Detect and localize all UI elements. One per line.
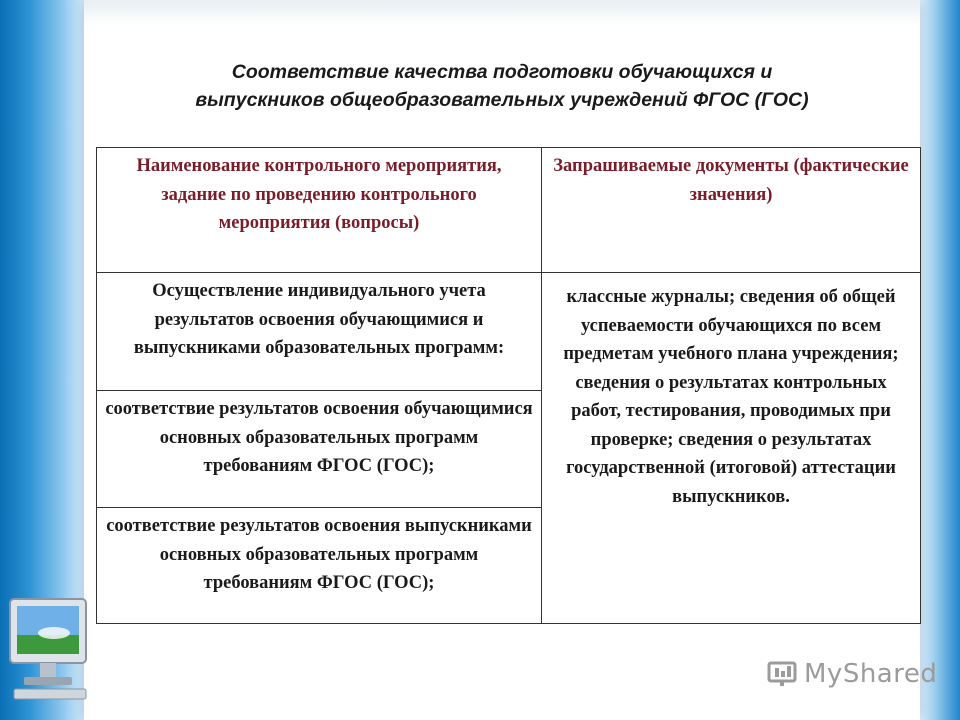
title-line-2: выпускников общеобразовательных учреждений ФГОС (ГОС) (195, 89, 809, 111)
table-row (97, 273, 921, 391)
inspection-table (96, 147, 921, 624)
slide-title (84, 58, 920, 114)
table-header-row (97, 148, 921, 273)
right-frame (920, 0, 960, 720)
header-cell-event: Наименование контрольного мероприятия, задание по проведению контрольного мероприятия (вопросы) (97, 148, 542, 273)
watermark-logo (766, 656, 937, 692)
documents-cell: классные журналы; сведения об общей успеваемости обучающихся по всем предметам учебного плана учреждения; сведения о результатах контрольных работ, тестирования, проводимых при проверке; сведения о результатах государственной (итоговой) аттестации выпускников. (542, 273, 921, 624)
row-cell-event: соответствие результатов освоения выпускниками основных образовательных программ требованиям ФГОС (ГОС); (97, 508, 542, 624)
header-cell-documents: Запрашиваемые документы (фактические значения) (542, 148, 921, 273)
monitor-icon (2, 585, 94, 705)
slides-icon (766, 658, 798, 690)
top-band (84, 0, 920, 26)
title-line-1: Соответствие качества подготовки обучающихся и (231, 61, 773, 83)
row-cell-event: соответствие результатов освоения обучающимися основных образовательных программ требованиям ФГОС (ГОС); (97, 391, 542, 508)
row-cell-event: Осуществление индивидуального учета результатов освоения обучающимися и выпускниками образовательных программ: (97, 273, 542, 391)
watermark-text: MyShared (804, 659, 938, 689)
